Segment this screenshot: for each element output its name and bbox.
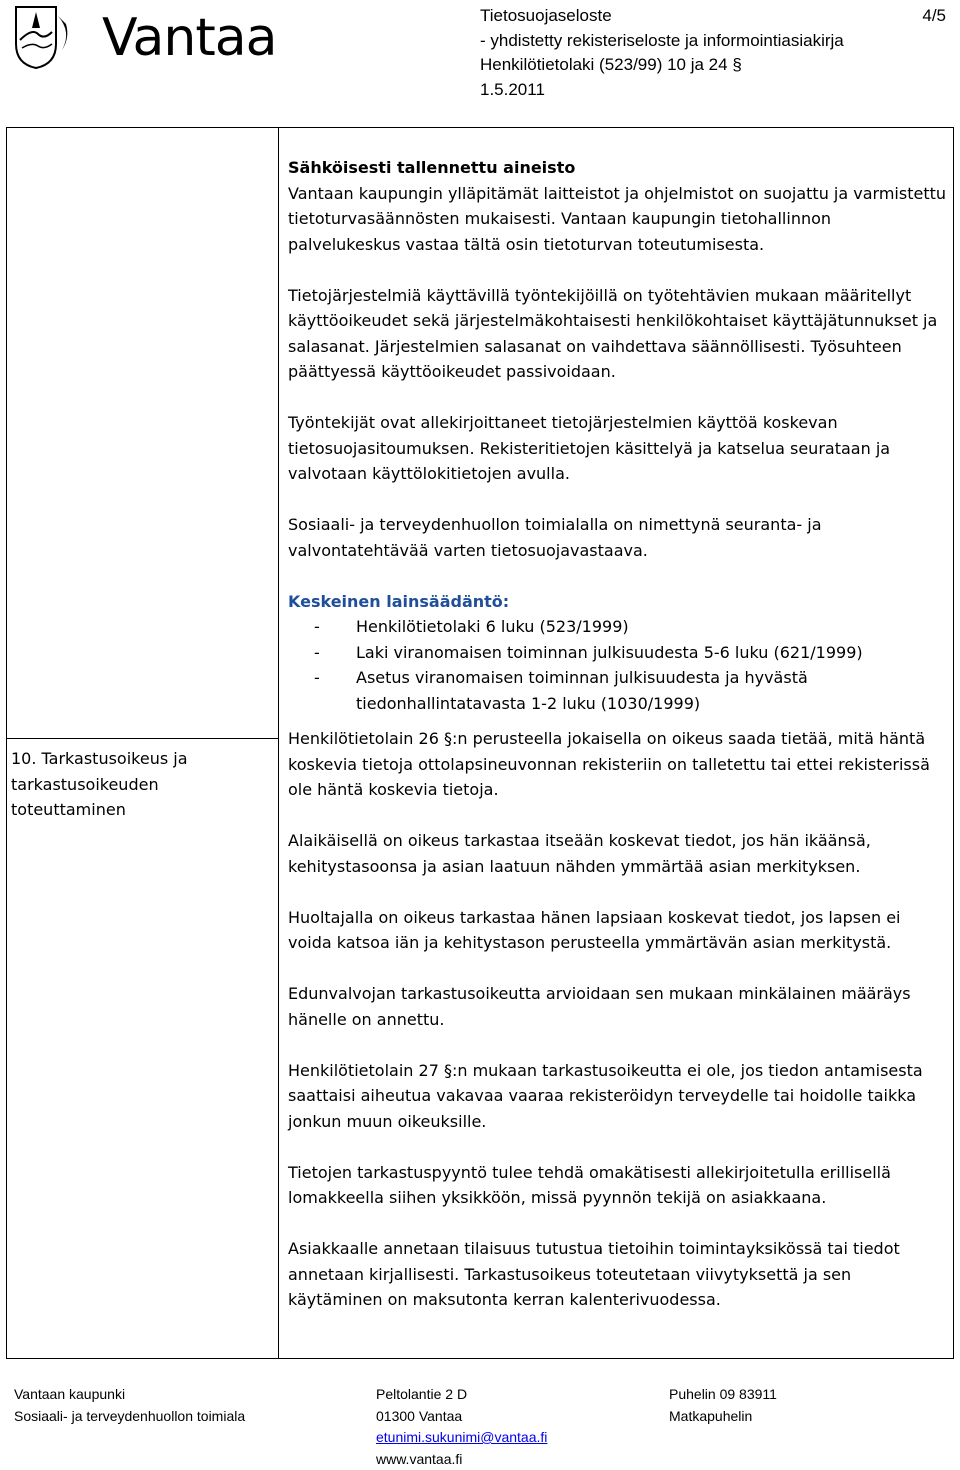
legislation-item: - Laki viranomaisen toiminnan julkisuudesta 5-6 luku (621/1999) bbox=[288, 640, 948, 666]
legislation-list bbox=[288, 614, 948, 716]
footer-phone-number: Puhelin 09 83911 bbox=[669, 1386, 777, 1402]
document-title: Tietosuojaseloste bbox=[480, 6, 612, 25]
section-10-paragraph: Alaikäisellä on oikeus tarkastaa itseään koskevat tiedot, jos hän ikäänsä, kehitystasoonsa ja asian laatuun nähden ymmärtää asian merkityksen. bbox=[288, 831, 871, 876]
footer-address bbox=[376, 1384, 547, 1470]
vantaa-crest-icon bbox=[10, 4, 90, 70]
content-table bbox=[6, 127, 954, 1359]
logo-text: Vantaa bbox=[102, 8, 277, 68]
footer-email-link[interactable]: etunimi.sukunimi@vantaa.fi bbox=[376, 1429, 548, 1445]
footer-mobile-label: Matkapuhelin bbox=[669, 1407, 753, 1424]
footer-org-name: Vantaan kaupunki bbox=[14, 1386, 126, 1402]
document-subtitle: - yhdistetty rekisteriseloste ja informointiasiakirja bbox=[480, 30, 844, 50]
document-date: 1.5.2011 bbox=[480, 79, 545, 99]
section-10-label: 10. Tarkastusoikeus ja tarkastusoikeuden toteuttaminen bbox=[11, 749, 188, 819]
section-10-paragraph: Asiakkaalle annetaan tilaisuus tutustua tietoihin toimintayksikössä tai tiedot annetaan kirjallisesti. Tarkastusoikeus toteutetaan viivytyksettä ja sen käytäminen on maksutonta kerran kalenterivuodessa. bbox=[288, 1239, 900, 1309]
access-rights-paragraph: Tietojärjestelmiä käyttävillä työntekijöillä on työtehtävien mukaan määritellyt käyttöoikeudet sekä järjestelmäkohtaisesti henkilökohtaiset käyttäjätunnukset ja salasanat. Järjestelmien salasanat on vaihdettava säännöllisesti. Työsuhteen päättyessä käyttöoikeudet passivoidaan. bbox=[288, 285, 938, 381]
confidentiality-paragraph: Työntekijät ovat allekirjoittaneet tietojärjestelmien käyttöä koskevan tietosuojasitoumuksen. Rekisteritietojen käsittelyä ja katselua seurataan ja valvotaan käyttölokitietojen avulla. bbox=[288, 413, 891, 483]
section-10-paragraph: Henkilötietolain 27 §:n mukaan tarkastusoikeutta ei ole, jos tiedon antamisesta saattaisi aiheutua vakavaa vaaraa rekisteröidyn terveydelle tai hoidolle taikka jonkun muun oikeuksille. bbox=[288, 1060, 923, 1131]
page-number: 4/5 bbox=[922, 6, 946, 25]
legislation-block bbox=[288, 589, 948, 717]
footer-organization bbox=[14, 1384, 245, 1427]
row-divider bbox=[7, 738, 278, 739]
page-footer bbox=[0, 1384, 960, 1470]
electronic-data-paragraph: Vantaan kaupungin ylläpitämät laitteistot ja ohjelmistot on suojattu ja varmistettu tietoturvasäännösten mukaisesti. Vantaan kaupungin tietohallinnon palvelukeskus vastaa tältä osin tietoturvan toteutumisesta. bbox=[288, 183, 947, 254]
footer-website: www.vantaa.fi bbox=[376, 1450, 463, 1467]
privacy-officer-paragraph: Sosiaali- ja terveydenhuollon toimialalla on nimettynä seuranta- ja valvontatehtävää varten tietosuojavastaava. bbox=[288, 515, 822, 560]
footer-postal: 01300 Vantaa bbox=[376, 1407, 463, 1424]
electronic-data-heading: Sähköisesti tallennettu aineisto bbox=[288, 158, 576, 177]
section-10-paragraph: Edunvalvojan tarkastusoikeutta arvioidaan sen mukaan minkälainen määräys hänelle on annettu. bbox=[288, 984, 911, 1029]
section-10-paragraph: Tietojen tarkastuspyyntö tulee tehdä omakätisesti allekirjoitetulla erillisellä lomakkeella siihen yksikköön, missä pyynnön tekijä on asiakkaana. bbox=[288, 1162, 891, 1207]
section-10-paragraph: Henkilötietolain 26 §:n perusteella jokaisella on oikeus saada tietää, mitä häntä koskevia tietoja ottolapsineuvonnan rekisteriin on talletettu tai ettei rekisterissä ole häntä koskevia tietoja. bbox=[288, 729, 930, 799]
page-header bbox=[0, 0, 960, 110]
column-divider bbox=[278, 128, 279, 1358]
legislation-item: - Asetus viranomaisen toiminnan julkisuudesta ja hyvästä tiedonhallintatavasta 1-2 luku (1030/1999) bbox=[288, 665, 948, 716]
legislation-item: - Henkilötietolaki 6 luku (523/1999) bbox=[288, 614, 948, 640]
main-column bbox=[288, 155, 948, 1338]
section-10-paragraph: Huoltajalla on oikeus tarkastaa hänen lapsiaan koskevat tiedot, jos lapsen ei voida katsoa iän ja kehitystason perusteella ymmärtävän asian merkitystä. bbox=[288, 907, 901, 952]
document-header-info bbox=[480, 4, 844, 102]
footer-phone bbox=[669, 1384, 777, 1427]
footer-street: Peltolantie 2 D bbox=[376, 1386, 468, 1402]
legislation-heading: Keskeinen lainsäädäntö: bbox=[288, 591, 510, 611]
document-law-reference: Henkilötietolaki (523/99) 10 ja 24 § bbox=[480, 55, 742, 74]
electronic-data-block bbox=[288, 155, 948, 257]
footer-org-division: Sosiaali- ja terveydenhuollon toimiala bbox=[14, 1407, 246, 1424]
